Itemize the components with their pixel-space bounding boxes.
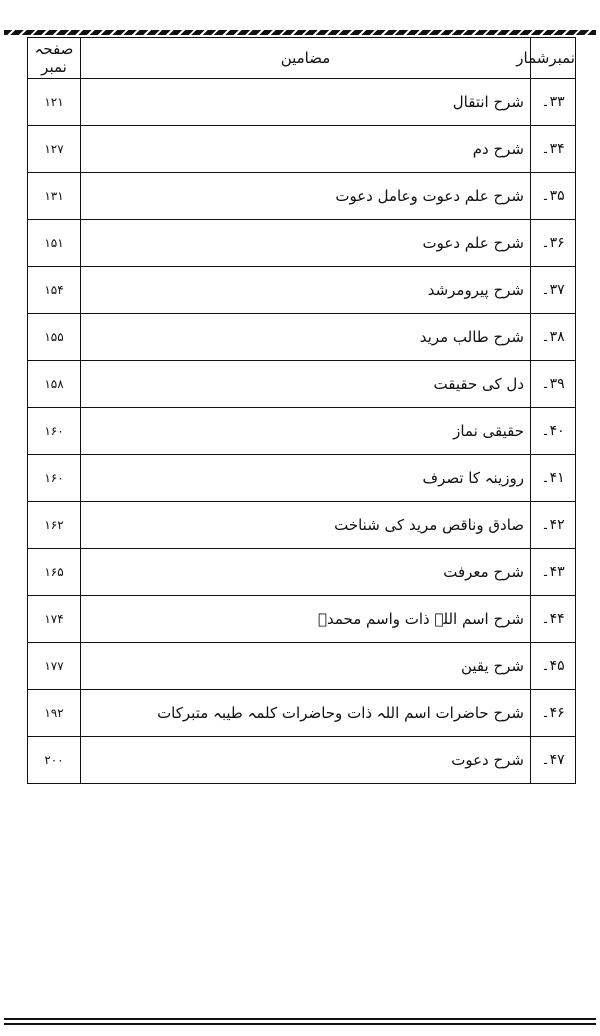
table-row xyxy=(28,126,576,173)
row-page: ۱۳۱ xyxy=(28,173,81,220)
table-row xyxy=(28,455,576,502)
row-page: ۱۵۱ xyxy=(28,220,81,267)
row-title: شرح معرفت xyxy=(81,549,531,596)
row-page: ۱۹۲ xyxy=(28,690,81,737)
table-row xyxy=(28,502,576,549)
row-title: شرح انتقال xyxy=(81,79,531,126)
table-row xyxy=(28,737,576,784)
row-number: ۴۳۔ xyxy=(531,549,576,596)
header-page-number: صفحہ نمبر xyxy=(28,38,81,79)
row-page: ۲۰۰ xyxy=(28,737,81,784)
row-page: ۱۵۴ xyxy=(28,267,81,314)
row-title: روزینہ کا تصرف xyxy=(81,455,531,502)
table-row xyxy=(28,173,576,220)
table-row xyxy=(28,314,576,361)
row-number: ۳۶۔ xyxy=(531,220,576,267)
header-topics: مضامین xyxy=(81,38,531,79)
header-serial-number: نمبرشمار xyxy=(531,38,576,79)
row-title: شرح حاضرات اسم اللہ ذات وحاضرات کلمہ طیبہ متبرکات xyxy=(81,690,531,737)
row-number: ۳۵۔ xyxy=(531,173,576,220)
table-header-row xyxy=(28,38,576,79)
table-row xyxy=(28,408,576,455)
row-page: ۱۲۷ xyxy=(28,126,81,173)
row-page: ۱۶۰ xyxy=(28,408,81,455)
row-number: ۳۳۔ xyxy=(531,79,576,126)
table-row xyxy=(28,220,576,267)
table-row xyxy=(28,267,576,314)
row-number: ۴۲۔ xyxy=(531,502,576,549)
row-title: حقیقی نماز xyxy=(81,408,531,455)
bottom-decorative-rule xyxy=(4,1018,596,1020)
row-title: صادق وناقص مرید کی شناخت xyxy=(81,502,531,549)
row-page: ۱۲۱ xyxy=(28,79,81,126)
row-number: ۴۵۔ xyxy=(531,643,576,690)
table-row xyxy=(28,79,576,126)
row-number: ۳۹۔ xyxy=(531,361,576,408)
row-page: ۱۶۲ xyxy=(28,502,81,549)
table-of-contents xyxy=(27,37,576,784)
row-number: ۴۷۔ xyxy=(531,737,576,784)
row-page: ۱۷۴ xyxy=(28,596,81,643)
bottom-decorative-rule-second xyxy=(4,1023,596,1025)
row-page: ۱۶۵ xyxy=(28,549,81,596)
row-title: شرح طالب مرید xyxy=(81,314,531,361)
row-title: شرح پیرومرشد xyxy=(81,267,531,314)
table-row xyxy=(28,549,576,596)
table-row xyxy=(28,361,576,408)
table-row xyxy=(28,690,576,737)
row-page: ۱۵۵ xyxy=(28,314,81,361)
table-row xyxy=(28,596,576,643)
row-title: شرح علم دعوت وعامل دعوت xyxy=(81,173,531,220)
row-page: ۱۷۷ xyxy=(28,643,81,690)
row-number: ۴۴۔ xyxy=(531,596,576,643)
row-title: شرح یقین xyxy=(81,643,531,690)
row-number: ۳۸۔ xyxy=(531,314,576,361)
row-title: دل کی حقیقت xyxy=(81,361,531,408)
row-title: شرح اسم اللہ ذات واسم محمدؐ xyxy=(81,596,531,643)
table-row xyxy=(28,643,576,690)
row-title: شرح دم xyxy=(81,126,531,173)
row-number: ۳۴۔ xyxy=(531,126,576,173)
row-title: شرح علم دعوت xyxy=(81,220,531,267)
row-number: ۴۶۔ xyxy=(531,690,576,737)
row-page: ۱۵۸ xyxy=(28,361,81,408)
row-number: ۴۰۔ xyxy=(531,408,576,455)
row-title: شرح دعوت xyxy=(81,737,531,784)
top-decorative-rule xyxy=(4,30,596,35)
row-number: ۳۷۔ xyxy=(531,267,576,314)
row-page: ۱۶۰ xyxy=(28,455,81,502)
row-number: ۴۱۔ xyxy=(531,455,576,502)
